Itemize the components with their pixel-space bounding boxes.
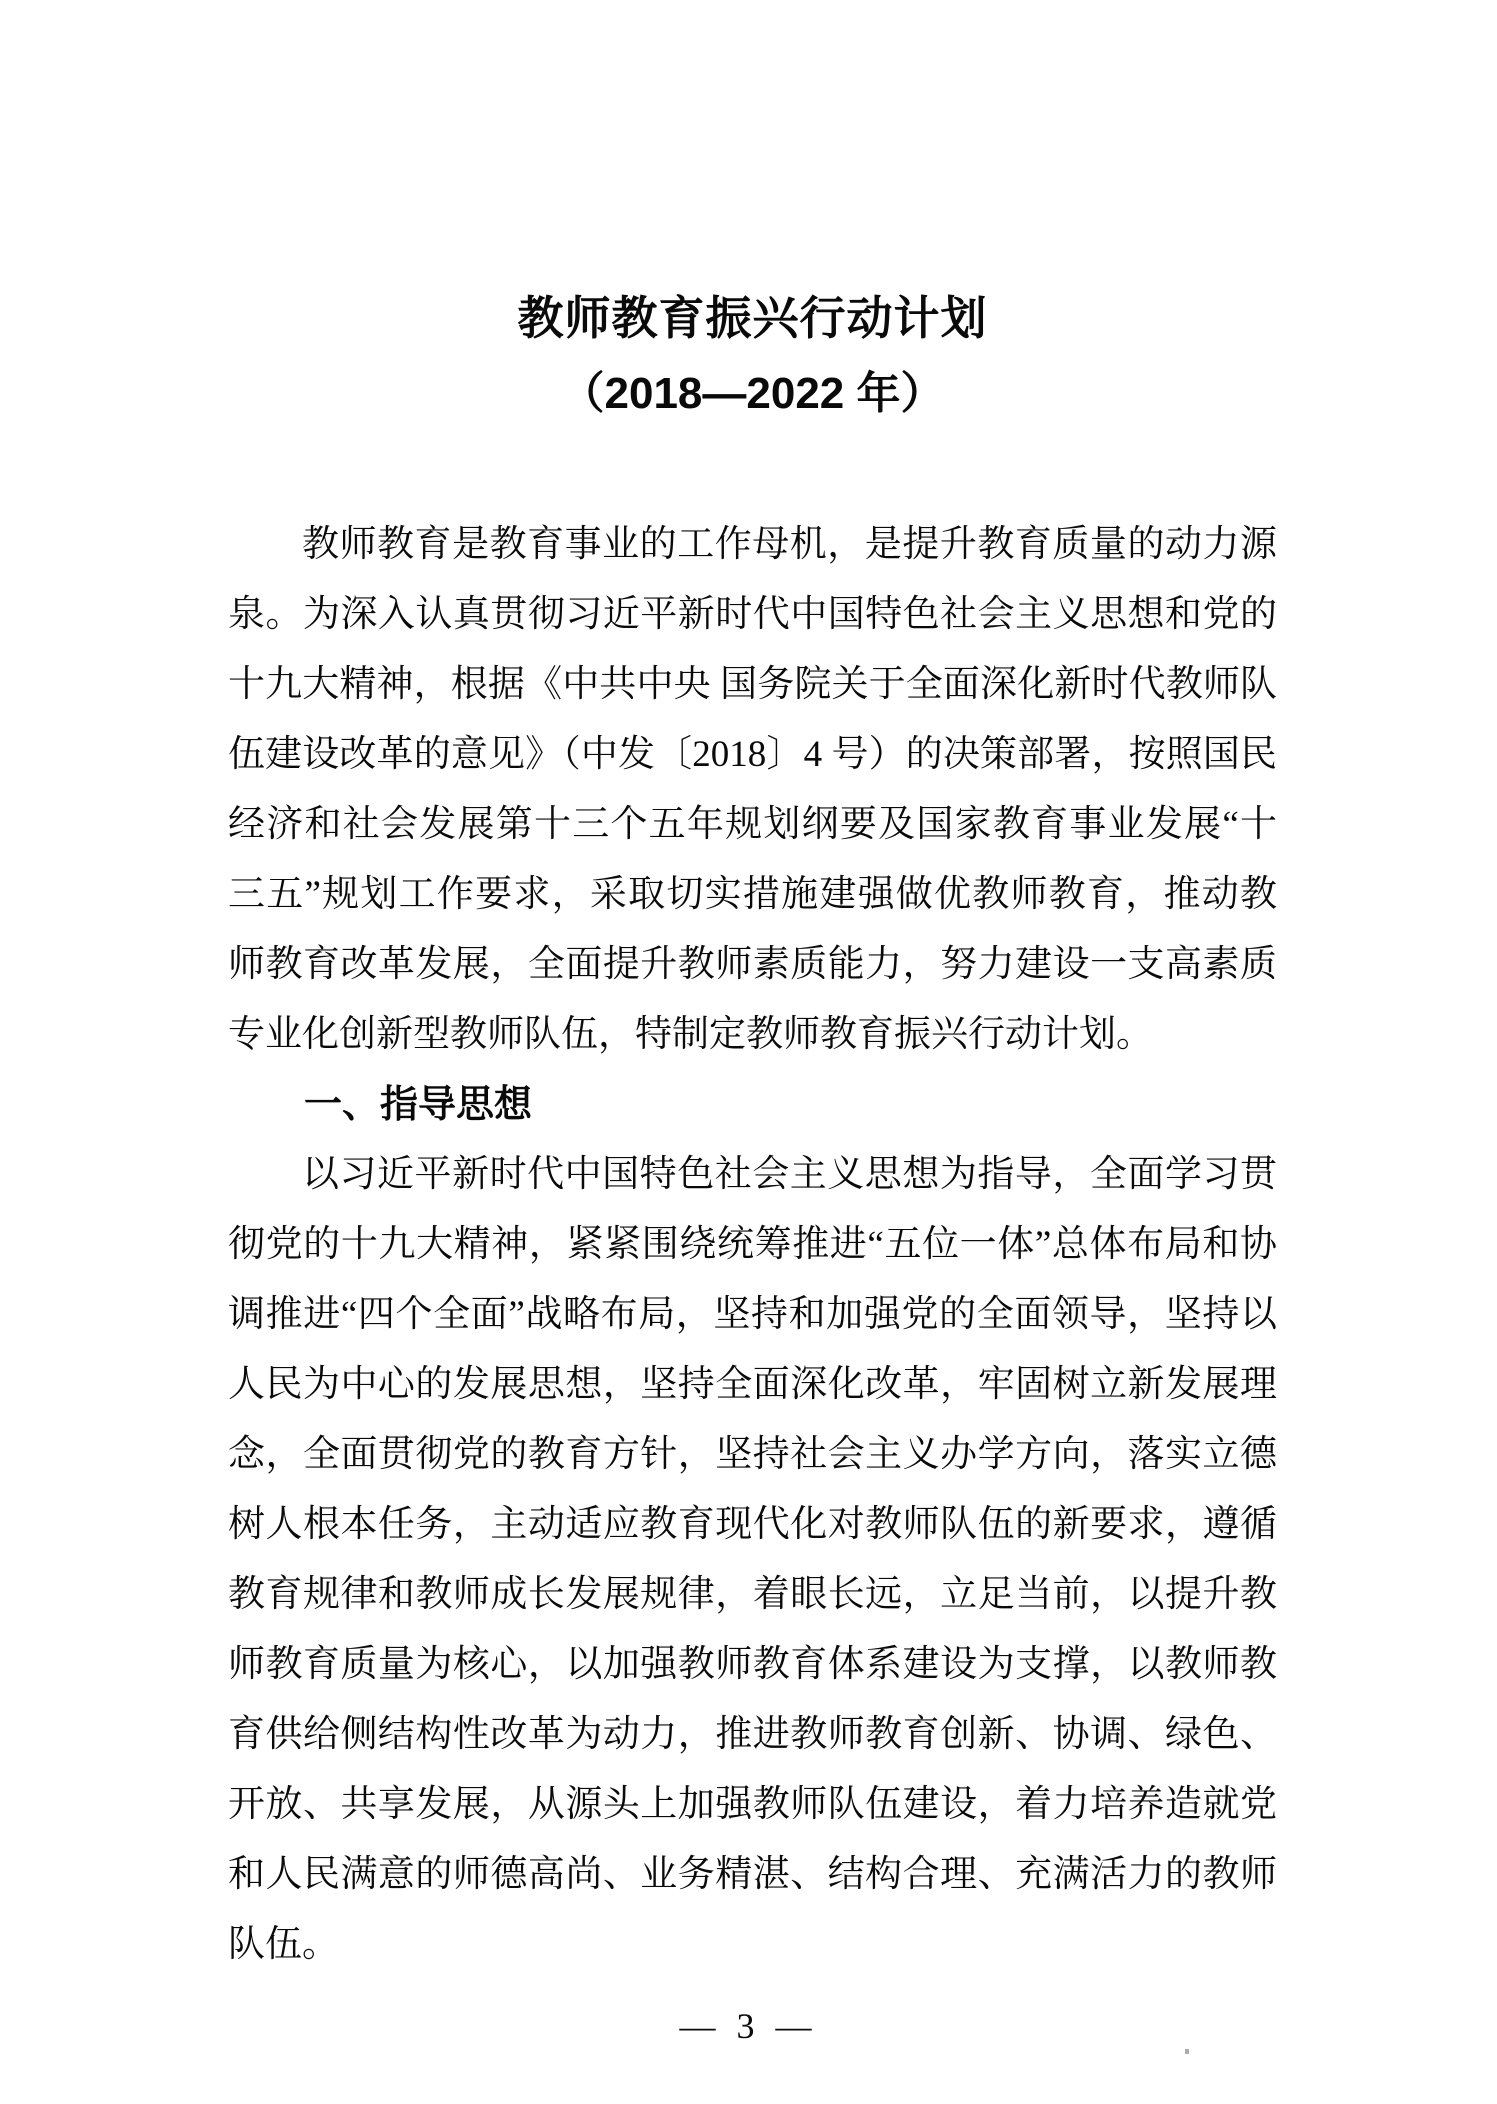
document-title: 教师教育振兴行动计划: [517, 292, 988, 344]
scan-artifact-dot: [1185, 2049, 1189, 2054]
document-content: [228, 0, 1277, 1980]
document-body: [228, 510, 1277, 1980]
paragraph-preamble: 教师教育是教育事业的工作母机，是提升教育质量的动力源泉。为深入认真贯彻习近平新时代中国特色社会主义思想和党的十九大精神，根据《中共中央 国务院关于全面深化新时代教师队伍建设改革的意见》（中发〔2018〕4 号）的决策部署，按照国民经济和社会发展第十三个五年规划纲要及国家教育事业发展“十三五”规划工作要求，采取切实措施建强做优教师教育，推动教师教育改革发展，全面提升教师素质能力，努力建设一支高素质专业化创新型教师队伍，特制定教师教育振兴行动计划。: [228, 524, 1277, 1055]
document-subtitle: （2018—2022 年）: [560, 369, 945, 418]
paragraph-guiding-ideology: 以习近平新时代中国特色社会主义思想为指导，全面学习贯彻党的十九大精神，紧紧围绕统筹推进“五位一体”总体布局和协调推进“四个全面”战略布局，坚持和加强党的全面领导，坚持以人民为中心的发展思想，坚持全面深化改革，牢固树立新发展理念，全面贯彻党的教育方针，坚持社会主义办学方向，落实立德树人根本任务，主动适应教育现代化对教师队伍的新要求，遵循教育规律和教师成长发展规律，着眼长远，立足当前，以提升教师教育质量为核心，以加强教师教育体系建设为支撑，以教师教育供给侧结构性改革为动力，推进教师教育创新、协调、绿色、开放、共享发展，从源头上加强教师队伍建设，着力培养造就党和人民满意的师德高尚、业务精湛、结构合理、充满活力的教师队伍。: [228, 1154, 1277, 1965]
page-number: — 3 —: [679, 2006, 818, 2046]
section-heading-guiding-ideology: 一、指导思想: [304, 1084, 533, 1126]
